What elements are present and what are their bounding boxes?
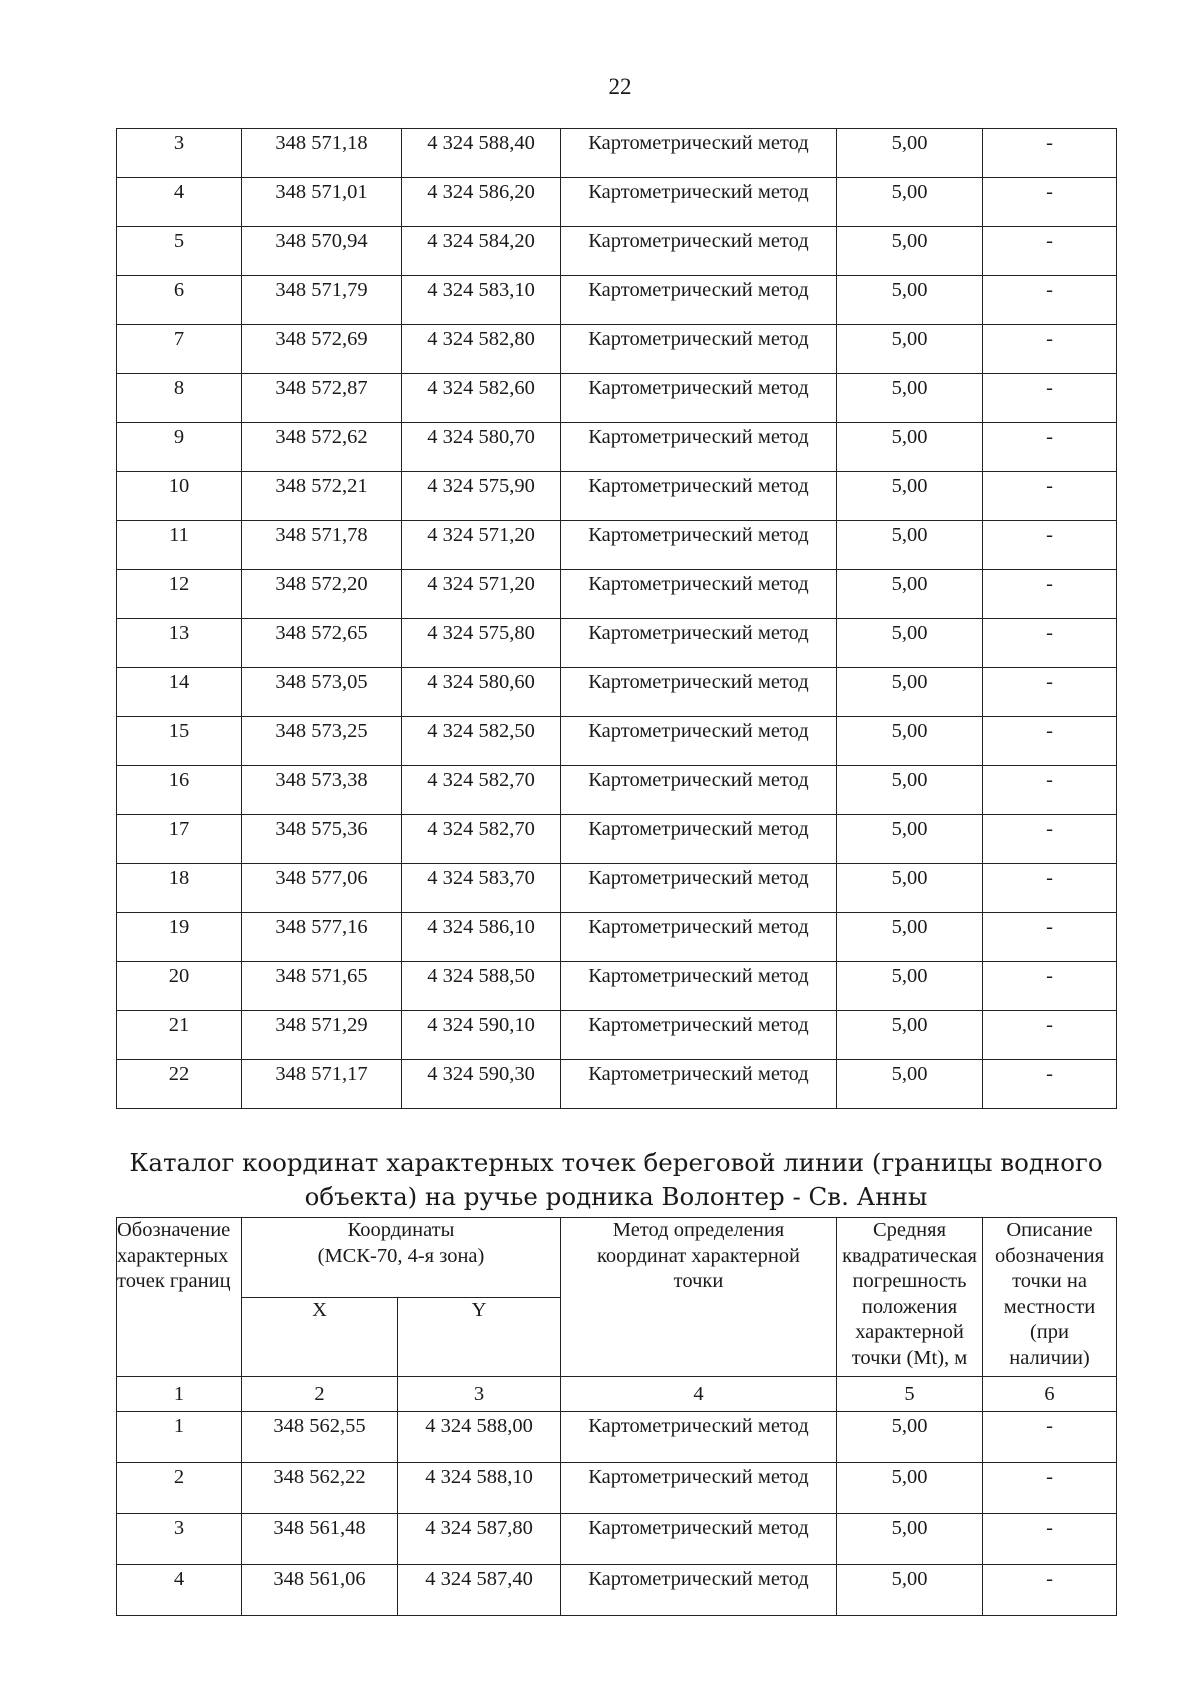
method-cell: Картометрический метод: [561, 1514, 837, 1565]
description-cell: -: [983, 668, 1117, 717]
description-cell: -: [983, 815, 1117, 864]
method-cell: Картометрический метод: [561, 619, 837, 668]
page-number: 22: [608, 74, 632, 99]
x-coordinate-cell: 348 572,69: [242, 325, 402, 374]
table-row: [117, 619, 1117, 668]
error-cell: 5,00: [837, 962, 983, 1011]
y-coordinate-cell: 4 324 588,00: [398, 1412, 561, 1463]
y-coordinate-cell: 4 324 587,40: [398, 1565, 561, 1616]
description-cell: -: [983, 374, 1117, 423]
point-number-cell: 12: [117, 570, 242, 619]
method-cell: Картометрический метод: [561, 815, 837, 864]
y-coordinate-cell: 4 324 588,10: [398, 1463, 561, 1514]
y-coordinate-cell: 4 324 590,10: [402, 1011, 561, 1060]
description-cell: -: [983, 325, 1117, 374]
error-cell: 5,00: [837, 1011, 983, 1060]
shoreline-coordinates-table: [116, 1217, 1117, 1616]
table-row: [117, 766, 1117, 815]
table-row: [117, 962, 1117, 1011]
table-row: [117, 129, 1117, 178]
point-number-cell: 15: [117, 717, 242, 766]
method-cell: Картометрический метод: [561, 276, 837, 325]
column-number: 4: [561, 1377, 837, 1412]
method-cell: Картометрический метод: [561, 227, 837, 276]
description-cell: -: [983, 129, 1117, 178]
y-coordinate-cell: 4 324 583,70: [402, 864, 561, 913]
y-coordinate-cell: 4 324 588,50: [402, 962, 561, 1011]
error-cell: 5,00: [837, 913, 983, 962]
point-number-cell: 17: [117, 815, 242, 864]
method-cell: Картометрический метод: [561, 472, 837, 521]
description-cell: -: [983, 276, 1117, 325]
error-cell: 5,00: [837, 1565, 983, 1616]
error-cell: 5,00: [837, 668, 983, 717]
description-cell: -: [983, 1514, 1117, 1565]
point-number-cell: 16: [117, 766, 242, 815]
x-coordinate-cell: 348 577,06: [242, 864, 402, 913]
table-row: [117, 1514, 1117, 1565]
description-cell: -: [983, 1011, 1117, 1060]
x-coordinate-cell: 348 573,05: [242, 668, 402, 717]
point-number-cell: 8: [117, 374, 242, 423]
catalog-title: [116, 1146, 1116, 1214]
column-number: 5: [837, 1377, 983, 1412]
error-cell: 5,00: [837, 619, 983, 668]
table-row: [117, 717, 1117, 766]
table-row: [117, 1011, 1117, 1060]
table-row: [117, 1412, 1117, 1463]
x-coordinate-cell: 348 571,17: [242, 1060, 402, 1109]
table-row: [117, 374, 1117, 423]
catalog-title-line-1: Каталог координат характерных точек береговой линии (границы водного: [129, 1148, 1103, 1177]
column-number: 6: [983, 1377, 1117, 1412]
error-cell: 5,00: [837, 472, 983, 521]
error-cell: 5,00: [837, 1463, 983, 1514]
error-cell: 5,00: [837, 864, 983, 913]
method-cell: Картометрический метод: [561, 374, 837, 423]
header-method: Метод определения координат характерной точки: [561, 1218, 837, 1377]
method-cell: Картометрический метод: [561, 668, 837, 717]
table-row: [117, 227, 1117, 276]
error-cell: 5,00: [837, 1060, 983, 1109]
header-description: Описание обозначения точки на местности (при наличии): [983, 1218, 1117, 1377]
error-cell: 5,00: [837, 521, 983, 570]
error-cell: 5,00: [837, 570, 983, 619]
y-coordinate-cell: 4 324 587,80: [398, 1514, 561, 1565]
point-number-cell: 6: [117, 276, 242, 325]
x-coordinate-cell: 348 572,21: [242, 472, 402, 521]
description-cell: -: [983, 521, 1117, 570]
x-coordinate-cell: 348 572,87: [242, 374, 402, 423]
y-coordinate-cell: 4 324 582,70: [402, 766, 561, 815]
column-number: 1: [117, 1377, 242, 1412]
method-cell: Картометрический метод: [561, 1565, 837, 1616]
method-cell: Картометрический метод: [561, 570, 837, 619]
description-cell: -: [983, 1060, 1117, 1109]
table-row: [117, 1463, 1117, 1514]
x-coordinate-cell: 348 571,01: [242, 178, 402, 227]
description-cell: -: [983, 864, 1117, 913]
point-number-cell: 7: [117, 325, 242, 374]
column-number: 2: [242, 1377, 398, 1412]
header-x: X: [242, 1298, 398, 1377]
y-coordinate-cell: 4 324 588,40: [402, 129, 561, 178]
description-cell: -: [983, 1463, 1117, 1514]
point-number-cell: 21: [117, 1011, 242, 1060]
table-row: [117, 1060, 1117, 1109]
x-coordinate-cell: 348 561,06: [242, 1565, 398, 1616]
description-cell: -: [983, 178, 1117, 227]
description-cell: -: [983, 423, 1117, 472]
table-row: [117, 913, 1117, 962]
description-cell: -: [983, 766, 1117, 815]
point-number-cell: 13: [117, 619, 242, 668]
method-cell: Картометрический метод: [561, 1011, 837, 1060]
description-cell: -: [983, 1565, 1117, 1616]
method-cell: Картометрический метод: [561, 178, 837, 227]
coordinates-table-continued: [116, 128, 1117, 1109]
error-cell: 5,00: [837, 1412, 983, 1463]
y-coordinate-cell: 4 324 575,90: [402, 472, 561, 521]
catalog-title-line-2: объекта) на ручье родника Волонтер - Св. Анны: [304, 1182, 928, 1211]
error-cell: 5,00: [837, 717, 983, 766]
point-number-cell: 2: [117, 1463, 242, 1514]
x-coordinate-cell: 348 562,22: [242, 1463, 398, 1514]
y-coordinate-cell: 4 324 582,70: [402, 815, 561, 864]
error-cell: 5,00: [837, 325, 983, 374]
y-coordinate-cell: 4 324 583,10: [402, 276, 561, 325]
header-coordinates: Координаты (МСК-70, 4-я зона): [242, 1218, 561, 1298]
description-cell: -: [983, 570, 1117, 619]
column-number: 3: [398, 1377, 561, 1412]
point-number-cell: 9: [117, 423, 242, 472]
x-coordinate-cell: 348 572,20: [242, 570, 402, 619]
description-cell: -: [983, 1412, 1117, 1463]
table-row: [117, 423, 1117, 472]
description-cell: -: [983, 717, 1117, 766]
error-cell: 5,00: [837, 815, 983, 864]
table-row: [117, 178, 1117, 227]
y-coordinate-cell: 4 324 584,20: [402, 227, 561, 276]
point-number-cell: 20: [117, 962, 242, 1011]
table-row: [117, 668, 1117, 717]
table-row: [117, 815, 1117, 864]
y-coordinate-cell: 4 324 571,20: [402, 570, 561, 619]
method-cell: Картометрический метод: [561, 717, 837, 766]
method-cell: Картометрический метод: [561, 1060, 837, 1109]
point-number-cell: 19: [117, 913, 242, 962]
method-cell: Картометрический метод: [561, 1412, 837, 1463]
x-coordinate-cell: 348 570,94: [242, 227, 402, 276]
point-number-cell: 14: [117, 668, 242, 717]
x-coordinate-cell: 348 571,79: [242, 276, 402, 325]
header-y: Y: [398, 1298, 561, 1377]
y-coordinate-cell: 4 324 586,20: [402, 178, 561, 227]
description-cell: -: [983, 619, 1117, 668]
table-row: [117, 276, 1117, 325]
error-cell: 5,00: [837, 766, 983, 815]
error-cell: 5,00: [837, 178, 983, 227]
header-point-designation: Обозначение характерных точек границ: [117, 1218, 242, 1377]
description-cell: -: [983, 962, 1117, 1011]
point-number-cell: 4: [117, 178, 242, 227]
x-coordinate-cell: 348 577,16: [242, 913, 402, 962]
shoreline-coordinates-table-body: [117, 1412, 1117, 1616]
table-row: [117, 1565, 1117, 1616]
description-cell: -: [983, 227, 1117, 276]
point-number-cell: 1: [117, 1412, 242, 1463]
error-cell: 5,00: [837, 374, 983, 423]
table-row: [117, 521, 1117, 570]
x-coordinate-cell: 348 562,55: [242, 1412, 398, 1463]
error-cell: 5,00: [837, 129, 983, 178]
table-row: [117, 325, 1117, 374]
point-number-cell: 3: [117, 129, 242, 178]
x-coordinate-cell: 348 572,65: [242, 619, 402, 668]
error-cell: 5,00: [837, 1514, 983, 1565]
method-cell: Картометрический метод: [561, 325, 837, 374]
y-coordinate-cell: 4 324 580,60: [402, 668, 561, 717]
x-coordinate-cell: 348 571,18: [242, 129, 402, 178]
y-coordinate-cell: 4 324 582,80: [402, 325, 561, 374]
method-cell: Картометрический метод: [561, 1463, 837, 1514]
column-numbers-row: [117, 1377, 1117, 1412]
method-cell: Картометрический метод: [561, 864, 837, 913]
header-mean-square-error: Средняя квадратическая погрешность положения характерной точки (Mt), м: [837, 1218, 983, 1377]
x-coordinate-cell: 348 575,36: [242, 815, 402, 864]
method-cell: Картометрический метод: [561, 913, 837, 962]
coordinates-table-continued-body: [117, 129, 1117, 1109]
x-coordinate-cell: 348 573,38: [242, 766, 402, 815]
y-coordinate-cell: 4 324 590,30: [402, 1060, 561, 1109]
point-number-cell: 22: [117, 1060, 242, 1109]
x-coordinate-cell: 348 573,25: [242, 717, 402, 766]
table-row: [117, 864, 1117, 913]
y-coordinate-cell: 4 324 571,20: [402, 521, 561, 570]
description-cell: -: [983, 472, 1117, 521]
x-coordinate-cell: 348 571,65: [242, 962, 402, 1011]
y-coordinate-cell: 4 324 582,50: [402, 717, 561, 766]
y-coordinate-cell: 4 324 575,80: [402, 619, 561, 668]
x-coordinate-cell: 348 572,62: [242, 423, 402, 472]
method-cell: Картометрический метод: [561, 423, 837, 472]
method-cell: Картометрический метод: [561, 962, 837, 1011]
point-number-cell: 3: [117, 1514, 242, 1565]
x-coordinate-cell: 348 571,29: [242, 1011, 402, 1060]
error-cell: 5,00: [837, 227, 983, 276]
x-coordinate-cell: 348 561,48: [242, 1514, 398, 1565]
y-coordinate-cell: 4 324 580,70: [402, 423, 561, 472]
method-cell: Картометрический метод: [561, 129, 837, 178]
point-number-cell: 11: [117, 521, 242, 570]
point-number-cell: 4: [117, 1565, 242, 1616]
error-cell: 5,00: [837, 276, 983, 325]
description-cell: -: [983, 913, 1117, 962]
point-number-cell: 10: [117, 472, 242, 521]
method-cell: Картометрический метод: [561, 521, 837, 570]
y-coordinate-cell: 4 324 582,60: [402, 374, 561, 423]
point-number-cell: 5: [117, 227, 242, 276]
method-cell: Картометрический метод: [561, 766, 837, 815]
y-coordinate-cell: 4 324 586,10: [402, 913, 561, 962]
x-coordinate-cell: 348 571,78: [242, 521, 402, 570]
error-cell: 5,00: [837, 423, 983, 472]
table-row: [117, 570, 1117, 619]
table-row: [117, 472, 1117, 521]
point-number-cell: 18: [117, 864, 242, 913]
